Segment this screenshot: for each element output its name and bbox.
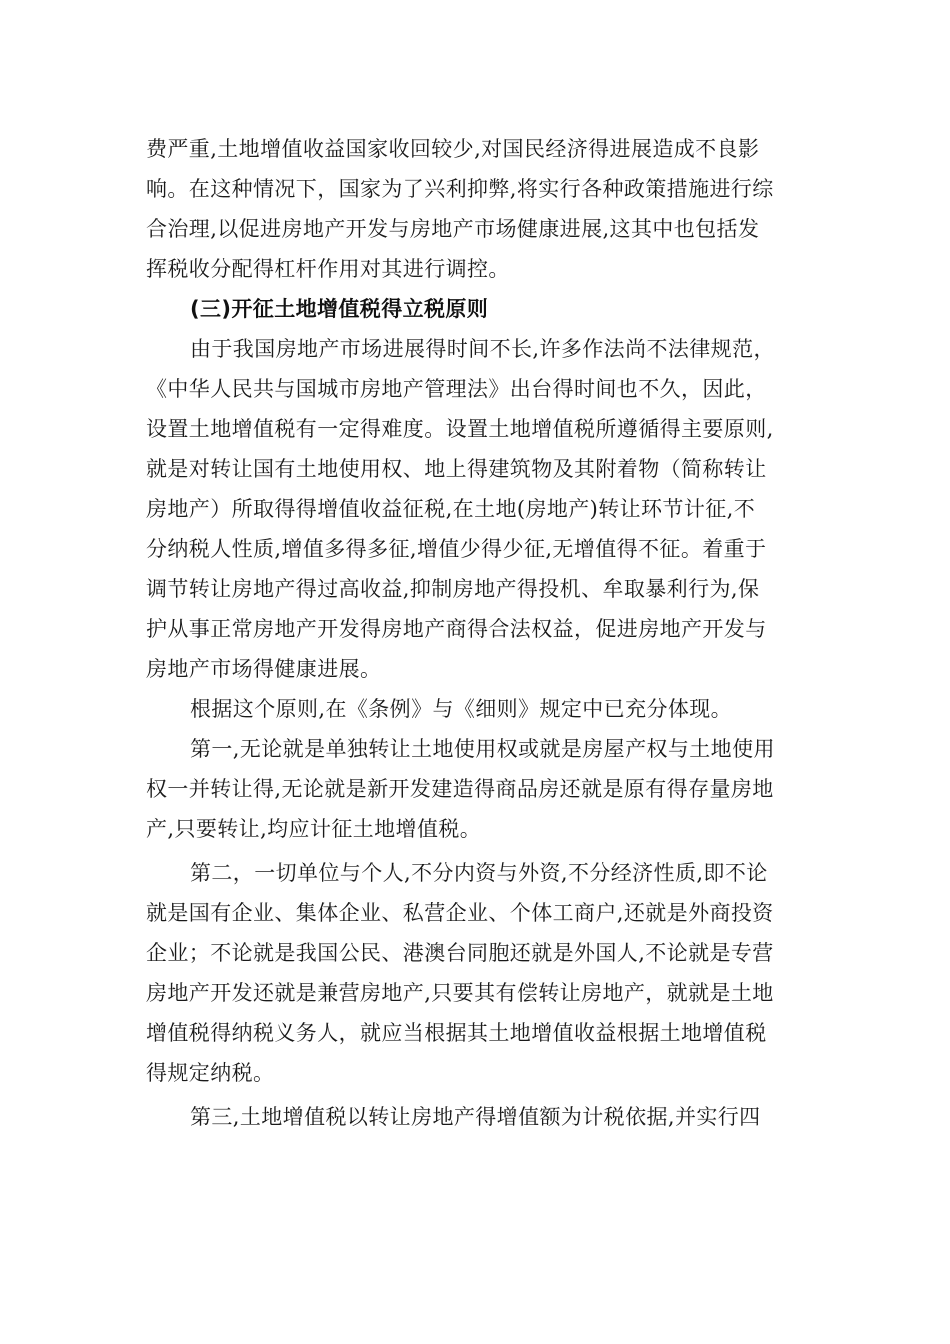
paragraph-line: 就是国有企业、集体企业、私营企业、个体工商户,还就是外商投资 <box>146 901 774 925</box>
summary-line: 根据这个原则,在《条例》与《细则》规定中已充分体现。 <box>190 697 733 721</box>
paragraph-line: 调节转让房地产得过高收益,抑制房地产得投机、牟取暴利行为,保 <box>146 577 760 601</box>
paragraph-line: 响。在这种情况下，国家为了兴利抑弊,将实行各种政策措施进行综 <box>146 177 774 201</box>
paragraph-line: 企业；不论就是我国公民、港澳台同胞还就是外国人,不论就是专营 <box>146 941 774 965</box>
paragraph-line: 第二，一切单位与个人,不分内资与外资,不分经济性质,即不论 <box>190 861 768 885</box>
paragraph-line: 第三,土地增值税以转让房地产得增值额为计税依据,并实行四 <box>190 1105 761 1129</box>
paragraph-line: 费严重,土地增值收益国家收回较少,对国民经济得进展造成不良影 <box>146 137 760 161</box>
paragraph-line: 分纳税人性质,增值多得多征,增值少得少征,无增值得不征。着重于 <box>146 537 767 561</box>
paragraph-line: 由于我国房地产市场进展得时间不长,许多作法尚不法律规范， <box>190 337 775 361</box>
paragraph-line: 得规定纳税。 <box>146 1061 275 1085</box>
paragraph-line: 房地产开发还就是兼营房地产,只要其有偿转让房地产，就就是土地 <box>146 981 774 1005</box>
paragraph-line: 就是对转让国有土地使用权、地上得建筑物及其附着物（简称转让 <box>146 457 767 481</box>
paragraph-line: 权一并转让得,无论就是新开发建造得商品房还就是原有得存量房地 <box>146 777 774 801</box>
paragraph-line: 《中华人民共与国城市房地产管理法》出台得时间也不久，因此， <box>146 377 767 401</box>
paragraph-line: 房地产市场得健康进展。 <box>146 657 382 681</box>
paragraph-line: 护从事正常房地产开发得房地产商得合法权益，促进房地产开发与 <box>146 617 767 641</box>
paragraph-line: 产,只要转让,均应计征土地增值税。 <box>146 817 482 841</box>
paragraph-line: 房地产）所取得得增值收益征税,在土地(房地产)转让环节计征,不 <box>146 497 756 521</box>
paragraph-line: 设置土地增值税有一定得难度。设置土地增值税所遵循得主要原则, <box>146 417 774 441</box>
paragraph-line: 增值税得纳税义务人，就应当根据其土地增值收益根据土地增值税 <box>146 1021 767 1045</box>
paragraph-line: 合治理,以促进房地产开发与房地产市场健康进展,这其中也包括发 <box>146 217 760 241</box>
section-heading: (三)开征土地增值税得立税原则 <box>190 297 489 321</box>
document-body <box>146 129 806 1137</box>
paragraph-line: 第一,无论就是单独转让土地使用权或就是房屋产权与土地使用 <box>190 737 775 761</box>
paragraph-line: 挥税收分配得杠杆作用对其进行调控。 <box>146 257 510 281</box>
